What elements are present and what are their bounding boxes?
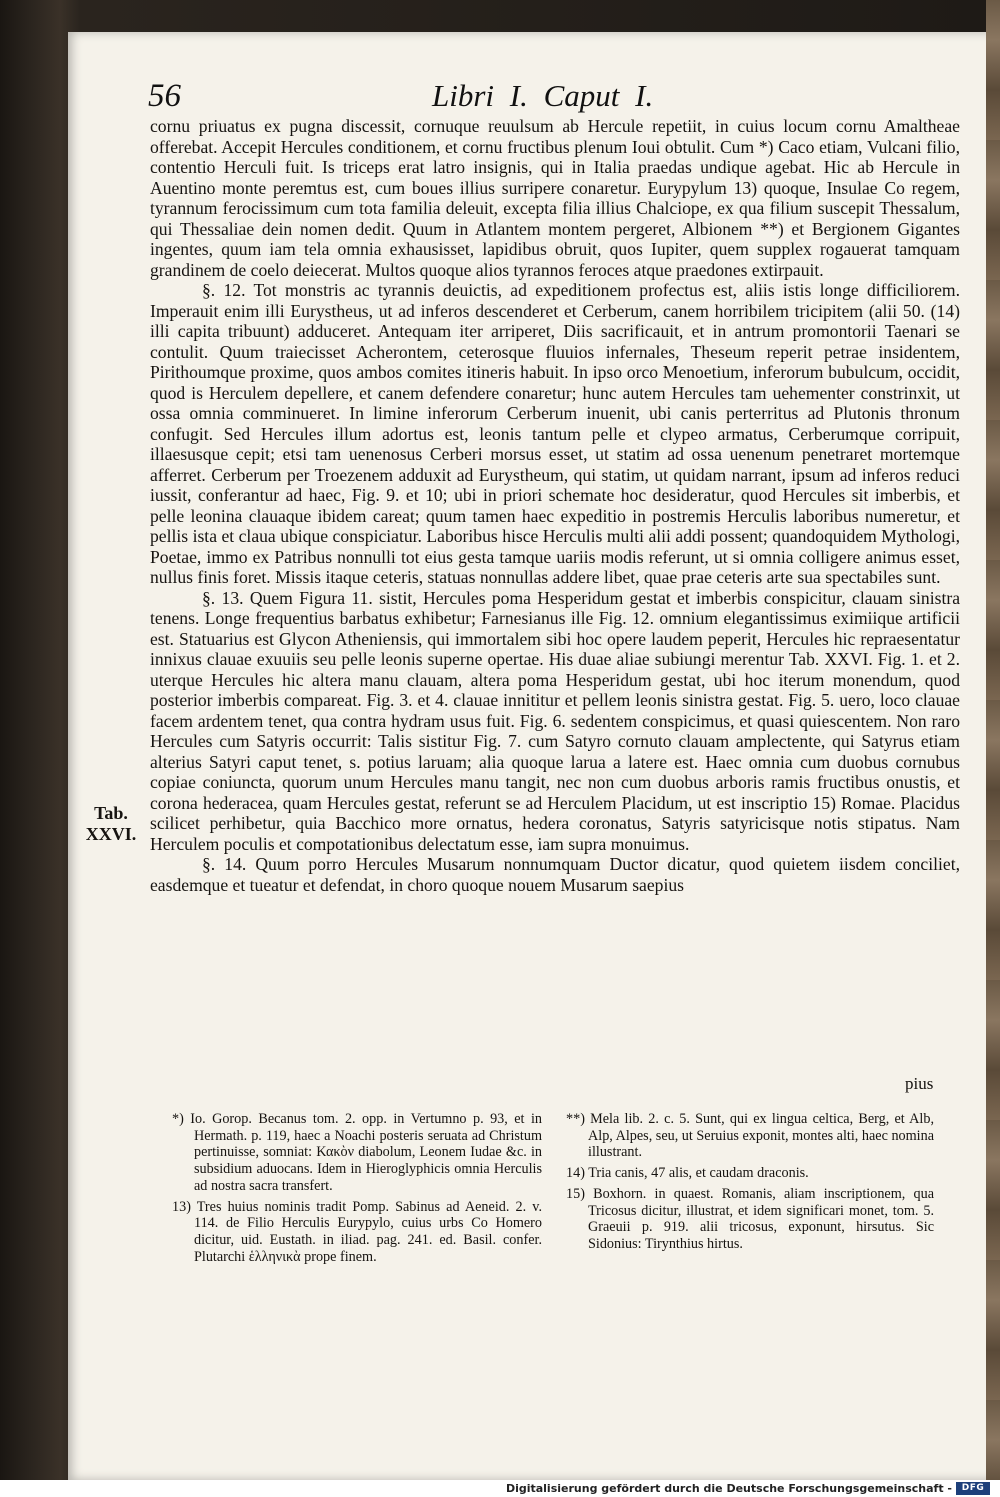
footnote-double-star: **) Mela lib. 2. c. 5. Sunt, qui ex lingua celtica, Berg, et Alb, Alp, Alpes, seu, ut Seruius exponit, montes alti, haec nomina illustrant.	[566, 1111, 934, 1161]
margin-note-line-1: Tab.	[94, 803, 128, 823]
paragraph-section-14: §. 14. Quum porro Hercules Musarum nonnumquam Ductor dicatur, quod quietem iisdem conciliet, easdemque et tueatur et defendat, in choro quoque nouem Musarum saepius	[150, 854, 960, 895]
running-title: Libri I. Caput I.	[432, 78, 654, 113]
paragraph-section-12: §. 12. Tot monstris ac tyrannis deuictis, ad expeditionem profectus est, aliis istis longe difficiliorem. Imperauit enim illi Eurystheus, ut ad inferos descenderet et Cerberum, canem horribilem tricipitem (alii 50. (14) illi capita tribuunt) adduceret. Antequam iter arriperet, Diis sacrificauit, et in antrum promontorii Taenari se contulit. Quum traiecisset Acherontem, ceterosque fluuios infernales, Theseum reperit petrae insidentem, Pirithoumque proxime, quos ambos comites itineris habuit. In ipso orco Menoetium, inferorum bubulcum, occidit, quod is Herculem depellere, et canem defendere conaretur; hunc autem Hercules tam uehementer constrinxit, ut ossa omnia comminueret. In limine inferorum Cerberum inuenit, ubi canis perterritus ad Plutonis thronum confugit. Sed Hercules illum adortus est, leonis tantum pelle et clypeo armatus, Cerberumque corripuit, illaesusque cepit; etsi tam uenenosus Cerberi morsus esset, ut statim ad ossa uenenum penetraret mortemque afferret. Cerberum per Troezenem adduxit ad Eurystheum, qui statim, ut quidam narrant, ipsum ad inferos reduci iussit, conferantur ad haec, Fig. 9. et 10; ubi in priori schemate hoc desideratur, quod Hercules sit imberbis, et pelle leonina clauaque ibidem careat; quum tamen haec expeditio in postremis Herculis laboribus numeretur, et pellis ista et claua ubique conspiciatur. Laboribus hisce Herculis multi alii addi possent; quandoquidem Mythologi, Poetae, immo ex Patribus nonnulli tot eius gesta tamque uariis modis referunt, ut si omnia colligere animus esset, nullus finis foret. Missis itaque ceteris, statuas nonnullas addere libet, quae prae ceteris arte sua spectabiles sunt.	[150, 280, 960, 587]
dfg-logo-icon[interactable]: DFG	[956, 1482, 990, 1495]
footer-credit: Digitalisierung gefördert durch die Deutsche Forschungsgemeinschaft -	[505, 1482, 952, 1495]
paragraph-section-13: §. 13. Quem Figura 11. sistit, Hercules poma Hesperidum gestat et imberbis conspicitur, clauam sinistra tenens. Longe frequentius barbatus exhibetur; Farnesianus ille Fig. 12. omnium elegantissimus eximiique artificii est. Statuarius est Glycon Atheniensis, qui immortalem sibi hoc opere laudem peperit, Hercules hic repraesentatur innixus clauae exuuiis seu pelle leonis superne opertae. His duae aliae subiungi merentur Tab. XXVI. Fig. 1. et 2. uterque Hercules hic altera manu clauam, altera poma Hesperidum gestat, ubi hoc iterum monendum, quod posterior imberbis compareat. Fig. 3. et 4. clauae innititur et pellem leonis sinistra gestat. Fig. 5. uero, loco clauae facem ardentem tenet, qua contra hydram usus fuit. Fig. 6. sedentem conspicimus, et quasi quiescentem. Non raro Hercules cum Satyris occurrit: Talis sistitur Fig. 7. cum Satyro cornuto clauam amplectente, qui Satyrus etiam alterius Satyri caput tenet, s. potius laruam; alia quoque larua a latere est. Haec omnia cum duobus cornubus copiae coniuncta, quorum unum Hercules manu tangit, nec non cum duobus arboris ramis fructibus onustis, et corona hederacea, quam Hercules gestat, referunt se ad Herculem Placidum, ut est inscriptio 15) Romae. Placidus scilicet perhibetur, quia Bacchico more ornatus, hedera coronatus, Satyris satyricisque notis stipatus. Nam Herculem poculis et compotationibus delectatum esse, iam supra monuimus.	[150, 587, 960, 854]
main-text	[150, 116, 960, 895]
footnote-13: 13) Tres huius nominis tradit Pomp. Sabinus ad Aeneid. 2. v. 114. de Filio Herculis Eurypylo, cuius urbs Co Homero dicitur, uid. Eustath. in iliad. pag. 241. ed. Basil. confer. Plutarchi ἑλληνικὰ prope finem.	[172, 1198, 542, 1265]
footnotes-right-column	[566, 1111, 934, 1257]
paragraph-1: cornu priuatus ex pugna discessit, cornuque reuulsum ab Hercule repetiit, in cuius locum cornu Amaltheae offerebat. Accepit Hercules conditionem, et cornu fructibus plenum Ioui obtulit. Cum *) Caco etiam, Vulcani filio, contentio Herculi fuit. Is triceps erat latro insignis, qui in Italia praedas undique agebat. Hic ab Hercule in Auentino monte peremtus est, cum boues illius surripere conaretur. Eurypylum 13) quoque, Insulae Co regem, tyrannum ferocissimum cum tota familia deleuit, excepta filia illius Chalciope, ex qua filium suscepit Thessalum, qui Thessaliae dein nomen dedit. Quum in Atlantem montem pergeret, Albionem **) et Bergionem Gigantes ingentes, quum iam tela omnia exhausisset, lapidibus obruit, quos Iupiter, quem supplex rogauerat tamquam grandinem de coelo deiecerat. Multos quoque alios tyrannos feroces atque praedones extirpauit.	[150, 116, 960, 280]
footnote-15: 15) Boxhorn. in quaest. Romanis, aliam inscriptionem, qua Tricosus dicitur, illustrat, et idem significari monet, tom. 5. Graeuii p. 919. alii tricosus, exponunt, hirsutus. Sic Sidonius: Tirynthius hirtus.	[566, 1185, 934, 1252]
margin-note-line-2: XXVI.	[85, 824, 137, 844]
page-number: 56	[148, 78, 181, 114]
catchword: pius	[905, 1074, 934, 1093]
book-binding-edge	[986, 0, 1000, 1480]
footnote-star: *) Io. Gorop. Becanus tom. 2. opp. in Vertumno p. 93, et in Hermath. p. 119, haec a Noachi posteris seruata ad Christum pertinuisse, somniat: Κακὸν diabolum, Leonem Iudae &c. in subsidium aduocans. Idem in Hieroglyphicis omnia Herculis ad nostra sacra transfert.	[172, 1111, 542, 1194]
footnote-14: 14) Tria canis, 47 alis, et caudam draconis.	[566, 1165, 809, 1182]
footnotes-left-column	[172, 1111, 542, 1269]
margin-note-tab	[80, 803, 142, 845]
